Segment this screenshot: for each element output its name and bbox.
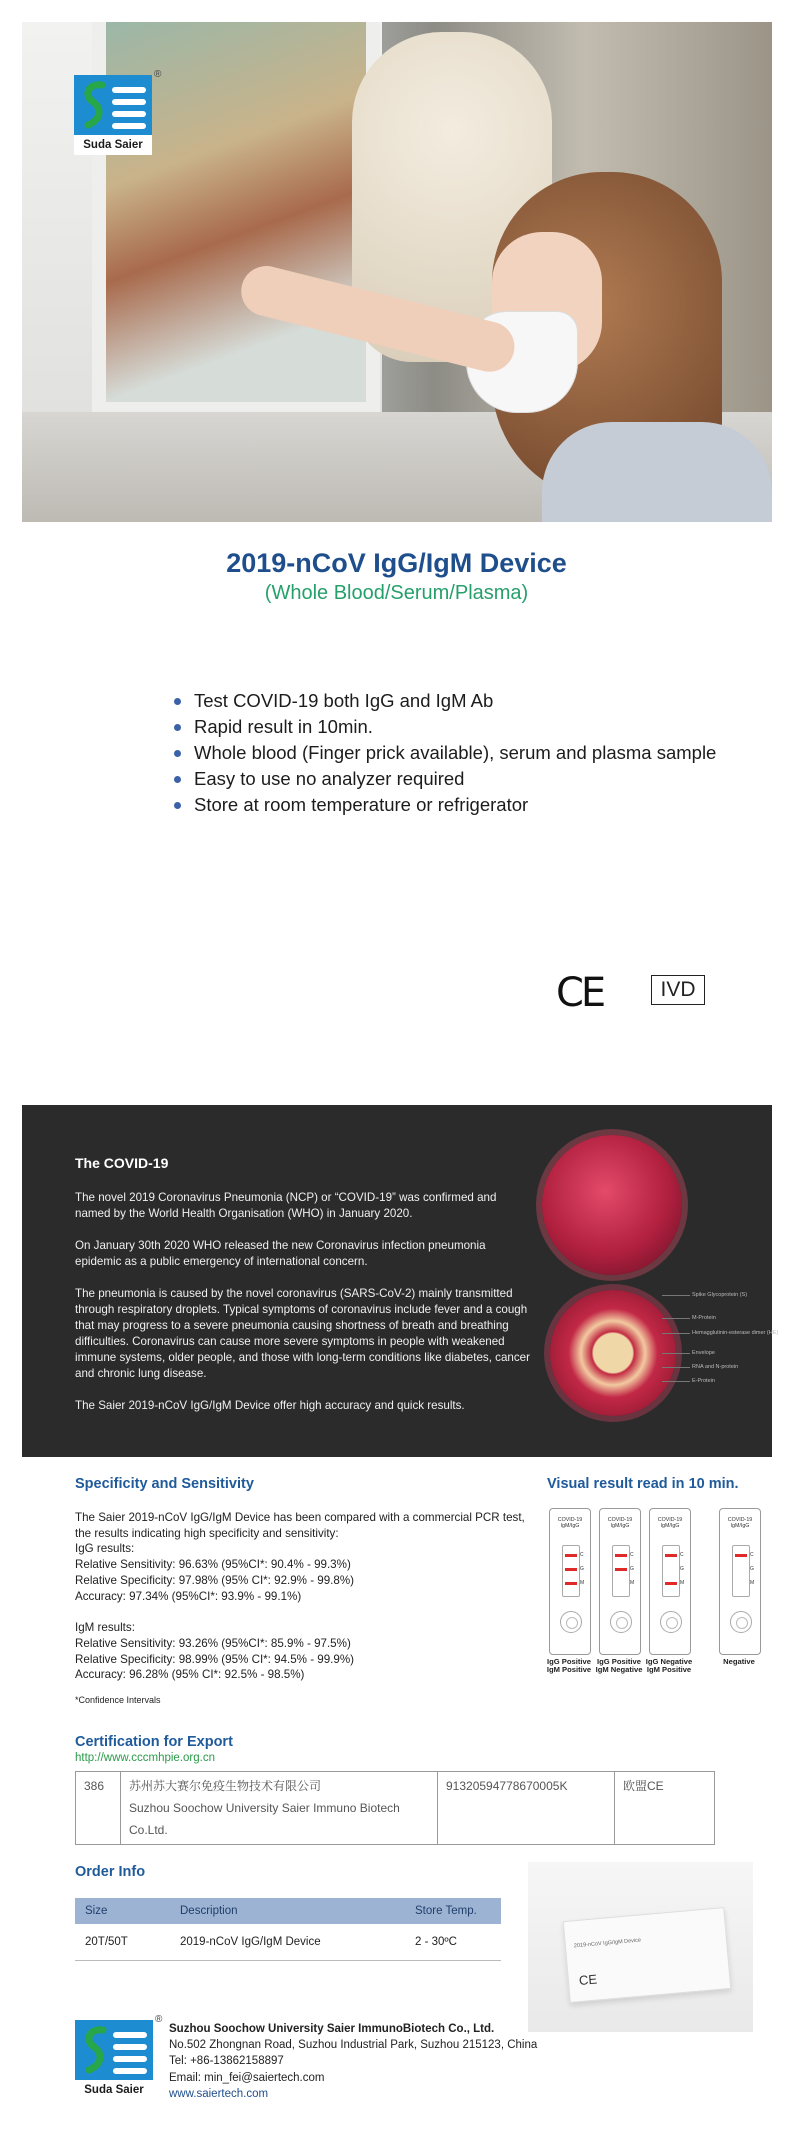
feature-item: Rapid result in 10min. <box>172 714 716 740</box>
result-caption: Negative <box>723 1657 755 1666</box>
hero-photo <box>22 22 772 522</box>
test-line-band <box>735 1554 747 1557</box>
column-header: Store Temp. <box>405 1898 501 1924</box>
igm-result: Accuracy: 96.28% (95% CI*: 92.5% - 98.5%) <box>75 1668 305 1682</box>
footer-address: No.502 Zhongnan Road, Suzhou Industrial Park, Suzhou 215123, China <box>169 2039 538 2052</box>
test-line-band <box>665 1582 677 1585</box>
test-line-band <box>615 1568 627 1571</box>
logo-name: Suda Saier <box>75 2080 153 2100</box>
line-label: M <box>750 1580 755 1586</box>
logo-name: Suda Saier <box>74 135 152 155</box>
table-header-row <box>75 1898 501 1924</box>
test-line-band <box>615 1554 627 1557</box>
sample-well-icon <box>730 1611 752 1633</box>
cert-code: 91320594778670005K <box>438 1772 615 1845</box>
cert-no: 386 <box>76 1772 121 1845</box>
covid-paragraph: On January 30th 2020 WHO released the new Coronavirus infection pneumonia epidemic as a public emergency of international concern. <box>75 1239 486 1268</box>
test-cassette <box>549 1508 591 1655</box>
result-window <box>662 1545 680 1597</box>
order-heading: Order Info <box>75 1864 146 1880</box>
company-en: Suzhou Soochow University Saier Immuno Biotech <box>129 1801 400 1815</box>
footnote: *Confidence Intervals <box>75 1695 161 1706</box>
virus-label: Envelope <box>692 1350 715 1356</box>
cassette-header: COVID-19 IgM/IgG <box>557 1517 583 1529</box>
feature-item: Easy to use no analyzer required <box>172 766 716 792</box>
result-caption: IgG Positive IgM Positive <box>546 1657 592 1674</box>
specificity-heading: Specificity and Sensitivity <box>75 1476 254 1492</box>
brand-logo <box>74 69 162 155</box>
test-cassette <box>719 1508 761 1655</box>
company-cn: 苏州苏大赛尔免疫生物技术有限公司 <box>129 1779 322 1793</box>
test-line-band <box>565 1554 577 1557</box>
igm-result: Relative Specificity: 98.99% (95% CI*: 94.5% - 99.9%) <box>75 1652 355 1666</box>
line-label: C <box>680 1552 684 1558</box>
cert-company <box>121 1772 438 1845</box>
order-size: 20T/50T <box>75 1924 170 1961</box>
result-window <box>612 1545 630 1597</box>
footer-tel: Tel: +86-13862158897 <box>169 2055 284 2068</box>
covid-paragraph: The pneumonia is caused by the novel coronavirus (SARS-CoV-2) mainly transmitted through respiratory droplets. Typical symptoms of coronavirus include fever and a cough that may progress to a severe pneumonia causing shortness of breath and breathing difficulties. Coronavirus can cause more severe symptoms in people with weakened immune systems, older people, and those with long-term conditions like diabetes, cancer and chronic lung disease. <box>75 1287 530 1380</box>
girl-shirt <box>542 422 772 522</box>
coronavirus-cross-section <box>550 1290 676 1416</box>
virus-label: Spike Glycoprotein (S) <box>692 1292 748 1298</box>
product-subtitle: (Whole Blood/Serum/Plasma) <box>264 582 529 604</box>
footer-email[interactable]: Email: min_fei@saiertech.com <box>169 2071 325 2084</box>
igg-result: Accuracy: 97.34% (95%CI*: 93.9% - 99.1%) <box>75 1589 302 1603</box>
result-caption: IgG Negative IgM Positive <box>645 1657 693 1674</box>
covid-paragraph: The Saier 2019-nCoV IgG/IgM Device offer high accuracy and quick results. <box>75 1399 465 1412</box>
logo-mark <box>74 75 152 135</box>
sample-well-icon <box>610 1611 632 1633</box>
sample-well-icon <box>660 1611 682 1633</box>
test-line-band <box>565 1568 577 1571</box>
product-pouch-photo <box>528 1862 753 2032</box>
line-label: G <box>580 1566 584 1572</box>
ivd-mark: IVD <box>651 975 705 1005</box>
line-label: C <box>750 1552 754 1558</box>
test-cassette <box>599 1508 641 1655</box>
test-cassette-group <box>545 1508 765 1674</box>
result-window <box>562 1545 580 1597</box>
coronavirus-illustration <box>542 1135 682 1275</box>
line-label: G <box>630 1566 634 1572</box>
igg-title: IgG results: <box>75 1542 135 1556</box>
footer-company: Suzhou Soochow University Saier ImmunoBiotech Co., Ltd. <box>169 2023 495 2035</box>
logo-mark <box>75 2020 153 2080</box>
ce-mark: CE <box>556 970 604 1016</box>
footer-logo <box>75 2014 163 2100</box>
test-line-band <box>565 1582 577 1585</box>
specificity-intro: The Saier 2019-nCoV IgG/IgM Device has been compared with a commercial PCR test, the results indicating high specificity and sensitivity: <box>75 1511 525 1540</box>
feature-item: Test COVID-19 both IgG and IgM Ab <box>172 688 716 714</box>
certification-heading: Certification for Export <box>75 1734 233 1750</box>
column-header: Size <box>75 1898 170 1924</box>
pouch-text: 2019-nCoV IgG/IgM Device <box>573 1937 642 1950</box>
line-label: M <box>580 1580 585 1586</box>
visual-result-heading: Visual result read in 10 min. <box>547 1476 739 1492</box>
logo-s-icon <box>80 79 108 131</box>
igg-result: Relative Specificity: 97.98% (95% CI*: 92.9% - 99.8%) <box>75 1573 355 1587</box>
line-label: M <box>680 1580 685 1586</box>
test-line-band <box>665 1554 677 1557</box>
company-en: Co.Ltd. <box>129 1823 168 1837</box>
sample-well-icon <box>560 1611 582 1633</box>
certification-link[interactable]: http://www.cccmhpie.org.cn <box>75 1752 215 1764</box>
registered-mark: ® <box>154 69 162 80</box>
result-caption: IgG Positive IgM Negative <box>595 1657 643 1674</box>
cassette-header: COVID-19 IgM/IgG <box>727 1517 753 1529</box>
logo-s-icon <box>81 2024 109 2076</box>
cassette-header: COVID-19 IgM/IgG <box>607 1517 633 1529</box>
feature-item: Store at room temperature or refrigerator <box>172 792 716 818</box>
ce-mark: CE <box>578 1971 598 1988</box>
igm-result: Relative Sensitivity: 93.26% (95%CI*: 85.9% - 97.5%) <box>75 1636 351 1650</box>
footer-contact <box>169 2021 537 2102</box>
line-label: C <box>580 1552 584 1558</box>
line-label: M <box>630 1580 635 1586</box>
cert-type: 欧盟CE <box>615 1772 715 1845</box>
line-label: C <box>630 1552 634 1558</box>
test-cassette <box>649 1508 691 1655</box>
cassette-header: COVID-19 IgM/IgG <box>657 1517 683 1529</box>
order-table <box>75 1898 501 1961</box>
result-window <box>732 1545 750 1597</box>
table-row <box>75 1924 501 1961</box>
registered-mark: ® <box>155 2014 163 2025</box>
igm-title: IgM results: <box>75 1621 135 1635</box>
order-description: 2019-nCoV IgG/IgM Device <box>170 1924 405 1961</box>
specificity-body <box>75 1510 525 1709</box>
certification-table <box>75 1771 715 1845</box>
column-header: Description <box>170 1898 405 1924</box>
covid-heading: The COVID-19 <box>75 1155 169 1171</box>
covid-info-panel <box>22 1105 779 1457</box>
footer-website-link[interactable]: www.saiertech.com <box>169 2087 269 2100</box>
test-pouch <box>563 1907 732 2003</box>
virus-label: E-Protein <box>692 1378 715 1384</box>
virus-label: M-Protein <box>692 1315 716 1321</box>
virus-label: Hemagglutinin-esterase dimer (HE) <box>692 1330 779 1336</box>
covid-paragraph: The novel 2019 Coronavirus Pneumonia (NCP) or “COVID-19” was confirmed and named by the World Health Organisation (WHO) in January 2020. <box>75 1191 497 1220</box>
product-title: 2019-nCoV IgG/IgM Device <box>226 548 567 578</box>
table-row <box>76 1772 715 1845</box>
igg-result: Relative Sensitivity: 96.63% (95%CI*: 90.4% - 99.3%) <box>75 1558 351 1572</box>
feature-list <box>172 688 716 818</box>
order-store-temp: 2 - 30ºC <box>405 1924 501 1961</box>
feature-item: Whole blood (Finger prick available), serum and plasma sample <box>172 740 716 766</box>
line-label: G <box>750 1566 754 1572</box>
virus-label: RNA and N-protein <box>692 1364 739 1370</box>
line-label: G <box>680 1566 684 1572</box>
